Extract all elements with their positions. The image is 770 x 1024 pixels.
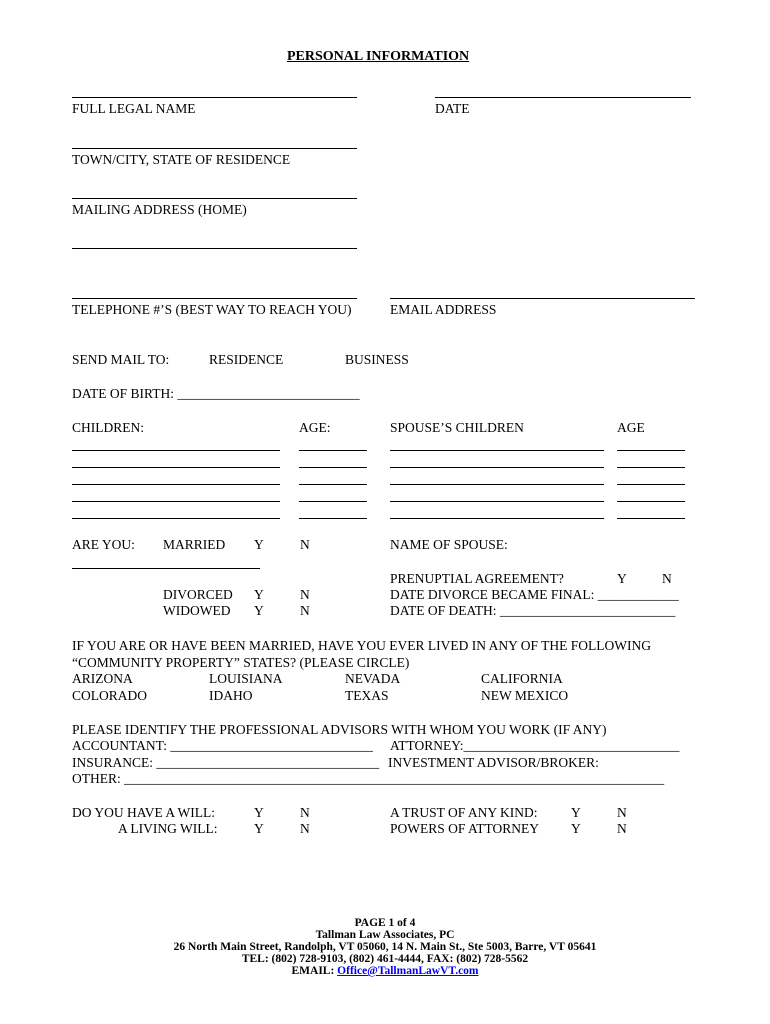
spouse-children-label: SPOUSE’S CHILDREN bbox=[390, 420, 524, 435]
mailing-address-label: MAILING ADDRESS (HOME) bbox=[72, 202, 247, 217]
state-nevada[interactable]: NEVADA bbox=[345, 671, 401, 686]
date-divorce-field[interactable]: DATE DIVORCE BECAME FINAL: ____________ bbox=[390, 587, 679, 602]
prenup-no[interactable]: N bbox=[662, 571, 672, 586]
town-city-line[interactable] bbox=[72, 148, 357, 149]
children-label: CHILDREN: bbox=[72, 420, 144, 435]
spouse-child-age-line[interactable] bbox=[617, 501, 685, 502]
divorced-no[interactable]: N bbox=[300, 587, 310, 602]
state-arizona[interactable]: ARIZONA bbox=[72, 671, 133, 686]
state-texas[interactable]: TEXAS bbox=[345, 688, 389, 703]
email-label: EMAIL ADDRESS bbox=[390, 302, 497, 317]
state-california[interactable]: CALIFORNIA bbox=[481, 671, 563, 686]
mailing-address-line[interactable] bbox=[72, 198, 357, 199]
children-age-label: AGE: bbox=[299, 420, 331, 435]
date-of-birth-field[interactable]: DATE OF BIRTH: ___________________________ bbox=[72, 386, 360, 401]
poa-no[interactable]: N bbox=[617, 821, 627, 836]
poa-label: POWERS OF ATTORNEY bbox=[390, 821, 540, 836]
living-will-yes[interactable]: Y bbox=[254, 821, 264, 836]
firm-phone: TEL: (802) 728-9103, (802) 461-4444, FAX: (802) 728-5562 bbox=[241, 953, 529, 965]
spouse-child-age-line[interactable] bbox=[617, 450, 685, 451]
child-age-line[interactable] bbox=[299, 450, 367, 451]
date-line[interactable] bbox=[435, 97, 691, 98]
state-idaho[interactable]: IDAHO bbox=[209, 688, 253, 703]
widowed-yes[interactable]: Y bbox=[254, 603, 264, 618]
married-label: MARRIED bbox=[163, 537, 226, 552]
spouse-name-line[interactable] bbox=[72, 568, 260, 569]
child-age-line[interactable] bbox=[299, 467, 367, 468]
spouse-child-name-line[interactable] bbox=[390, 484, 604, 485]
community-question-line1: IF YOU ARE OR HAVE BEEN MARRIED, HAVE YOU EVER LIVED IN ANY OF THE FOLLOWING bbox=[72, 638, 651, 653]
living-will-no[interactable]: N bbox=[300, 821, 310, 836]
trust-yes[interactable]: Y bbox=[571, 805, 581, 820]
telephone-label: TELEPHONE #’S (BEST WAY TO REACH YOU) bbox=[72, 302, 352, 317]
email-line[interactable] bbox=[390, 298, 695, 299]
firm-address: 26 North Main Street, Randolph, VT 05060, 14 N. Main St., Ste 5003, Barre, VT 05641 bbox=[173, 941, 597, 953]
married-yes[interactable]: Y bbox=[254, 537, 264, 552]
firm-email-row bbox=[0, 965, 770, 977]
investment-advisor-field[interactable]: INVESTMENT ADVISOR/BROKER: bbox=[388, 755, 599, 770]
full-legal-name-label: FULL LEGAL NAME bbox=[72, 101, 196, 116]
mailing-address-line-2[interactable] bbox=[72, 248, 357, 249]
attorney-field[interactable]: ATTORNEY:________________________________ bbox=[390, 738, 680, 753]
spouse-child-age-line[interactable] bbox=[617, 467, 685, 468]
spouse-child-name-line[interactable] bbox=[390, 518, 604, 519]
child-name-line[interactable] bbox=[72, 467, 280, 468]
will-yes[interactable]: Y bbox=[254, 805, 264, 820]
will-label: DO YOU HAVE A WILL: bbox=[72, 805, 215, 820]
send-mail-label: SEND MAIL TO: bbox=[72, 352, 170, 367]
state-louisiana[interactable]: LOUISIANA bbox=[209, 671, 283, 686]
send-mail-residence[interactable]: RESIDENCE bbox=[209, 352, 284, 367]
date-label: DATE bbox=[435, 101, 470, 116]
community-question-line2: “COMMUNITY PROPERTY” STATES? (PLEASE CIRCLE) bbox=[72, 655, 410, 670]
spouse-child-name-line[interactable] bbox=[390, 467, 604, 468]
firm-name: Tallman Law Associates, PC bbox=[315, 929, 455, 941]
send-mail-business[interactable]: BUSINESS bbox=[345, 352, 409, 367]
insurance-field[interactable]: INSURANCE: _________________________________ bbox=[72, 755, 380, 770]
other-advisor-field[interactable]: OTHER: ________________________________________________________________________________ bbox=[72, 771, 665, 786]
full-legal-name-line[interactable] bbox=[72, 97, 357, 98]
state-new-mexico[interactable]: NEW MEXICO bbox=[481, 688, 569, 703]
spouse-child-age-line[interactable] bbox=[617, 518, 685, 519]
divorced-label: DIVORCED bbox=[163, 587, 233, 602]
advisors-intro: PLEASE IDENTIFY THE PROFESSIONAL ADVISORS WITH WHOM YOU WORK (IF ANY) bbox=[72, 722, 607, 737]
child-name-line[interactable] bbox=[72, 501, 280, 502]
will-no[interactable]: N bbox=[300, 805, 310, 820]
name-of-spouse-label: NAME OF SPOUSE: bbox=[390, 537, 508, 552]
trust-label: A TRUST OF ANY KIND: bbox=[390, 805, 538, 820]
page-number: PAGE 1 of 4 bbox=[354, 917, 416, 929]
telephone-line[interactable] bbox=[72, 298, 357, 299]
are-you-label: ARE YOU: bbox=[72, 537, 135, 552]
widowed-label: WIDOWED bbox=[163, 603, 231, 618]
married-no[interactable]: N bbox=[300, 537, 310, 552]
email-label-text: EMAIL: bbox=[291, 965, 338, 977]
divorced-yes[interactable]: Y bbox=[254, 587, 264, 602]
poa-yes[interactable]: Y bbox=[571, 821, 581, 836]
spouse-child-name-line[interactable] bbox=[390, 501, 604, 502]
child-age-line[interactable] bbox=[299, 484, 367, 485]
date-death-field[interactable]: DATE OF DEATH: __________________________ bbox=[390, 603, 676, 618]
email-link[interactable]: Office@TallmanLawVT.com bbox=[337, 965, 479, 977]
child-age-line[interactable] bbox=[299, 518, 367, 519]
prenup-label: PRENUPTIAL AGREEMENT? bbox=[390, 571, 564, 586]
prenup-yes[interactable]: Y bbox=[617, 571, 627, 586]
living-will-label: A LIVING WILL: bbox=[118, 821, 218, 836]
child-name-line[interactable] bbox=[72, 450, 280, 451]
child-name-line[interactable] bbox=[72, 484, 280, 485]
widowed-no[interactable]: N bbox=[300, 603, 310, 618]
child-name-line[interactable] bbox=[72, 518, 280, 519]
child-age-line[interactable] bbox=[299, 501, 367, 502]
town-city-label: TOWN/CITY, STATE OF RESIDENCE bbox=[72, 152, 291, 167]
trust-no[interactable]: N bbox=[617, 805, 627, 820]
page-title: PERSONAL INFORMATION bbox=[287, 49, 470, 64]
state-colorado[interactable]: COLORADO bbox=[72, 688, 148, 703]
spouse-child-age-line[interactable] bbox=[617, 484, 685, 485]
spouse-children-age-label: AGE bbox=[617, 420, 645, 435]
spouse-child-name-line[interactable] bbox=[390, 450, 604, 451]
accountant-field[interactable]: ACCOUNTANT: ______________________________ bbox=[72, 738, 373, 753]
